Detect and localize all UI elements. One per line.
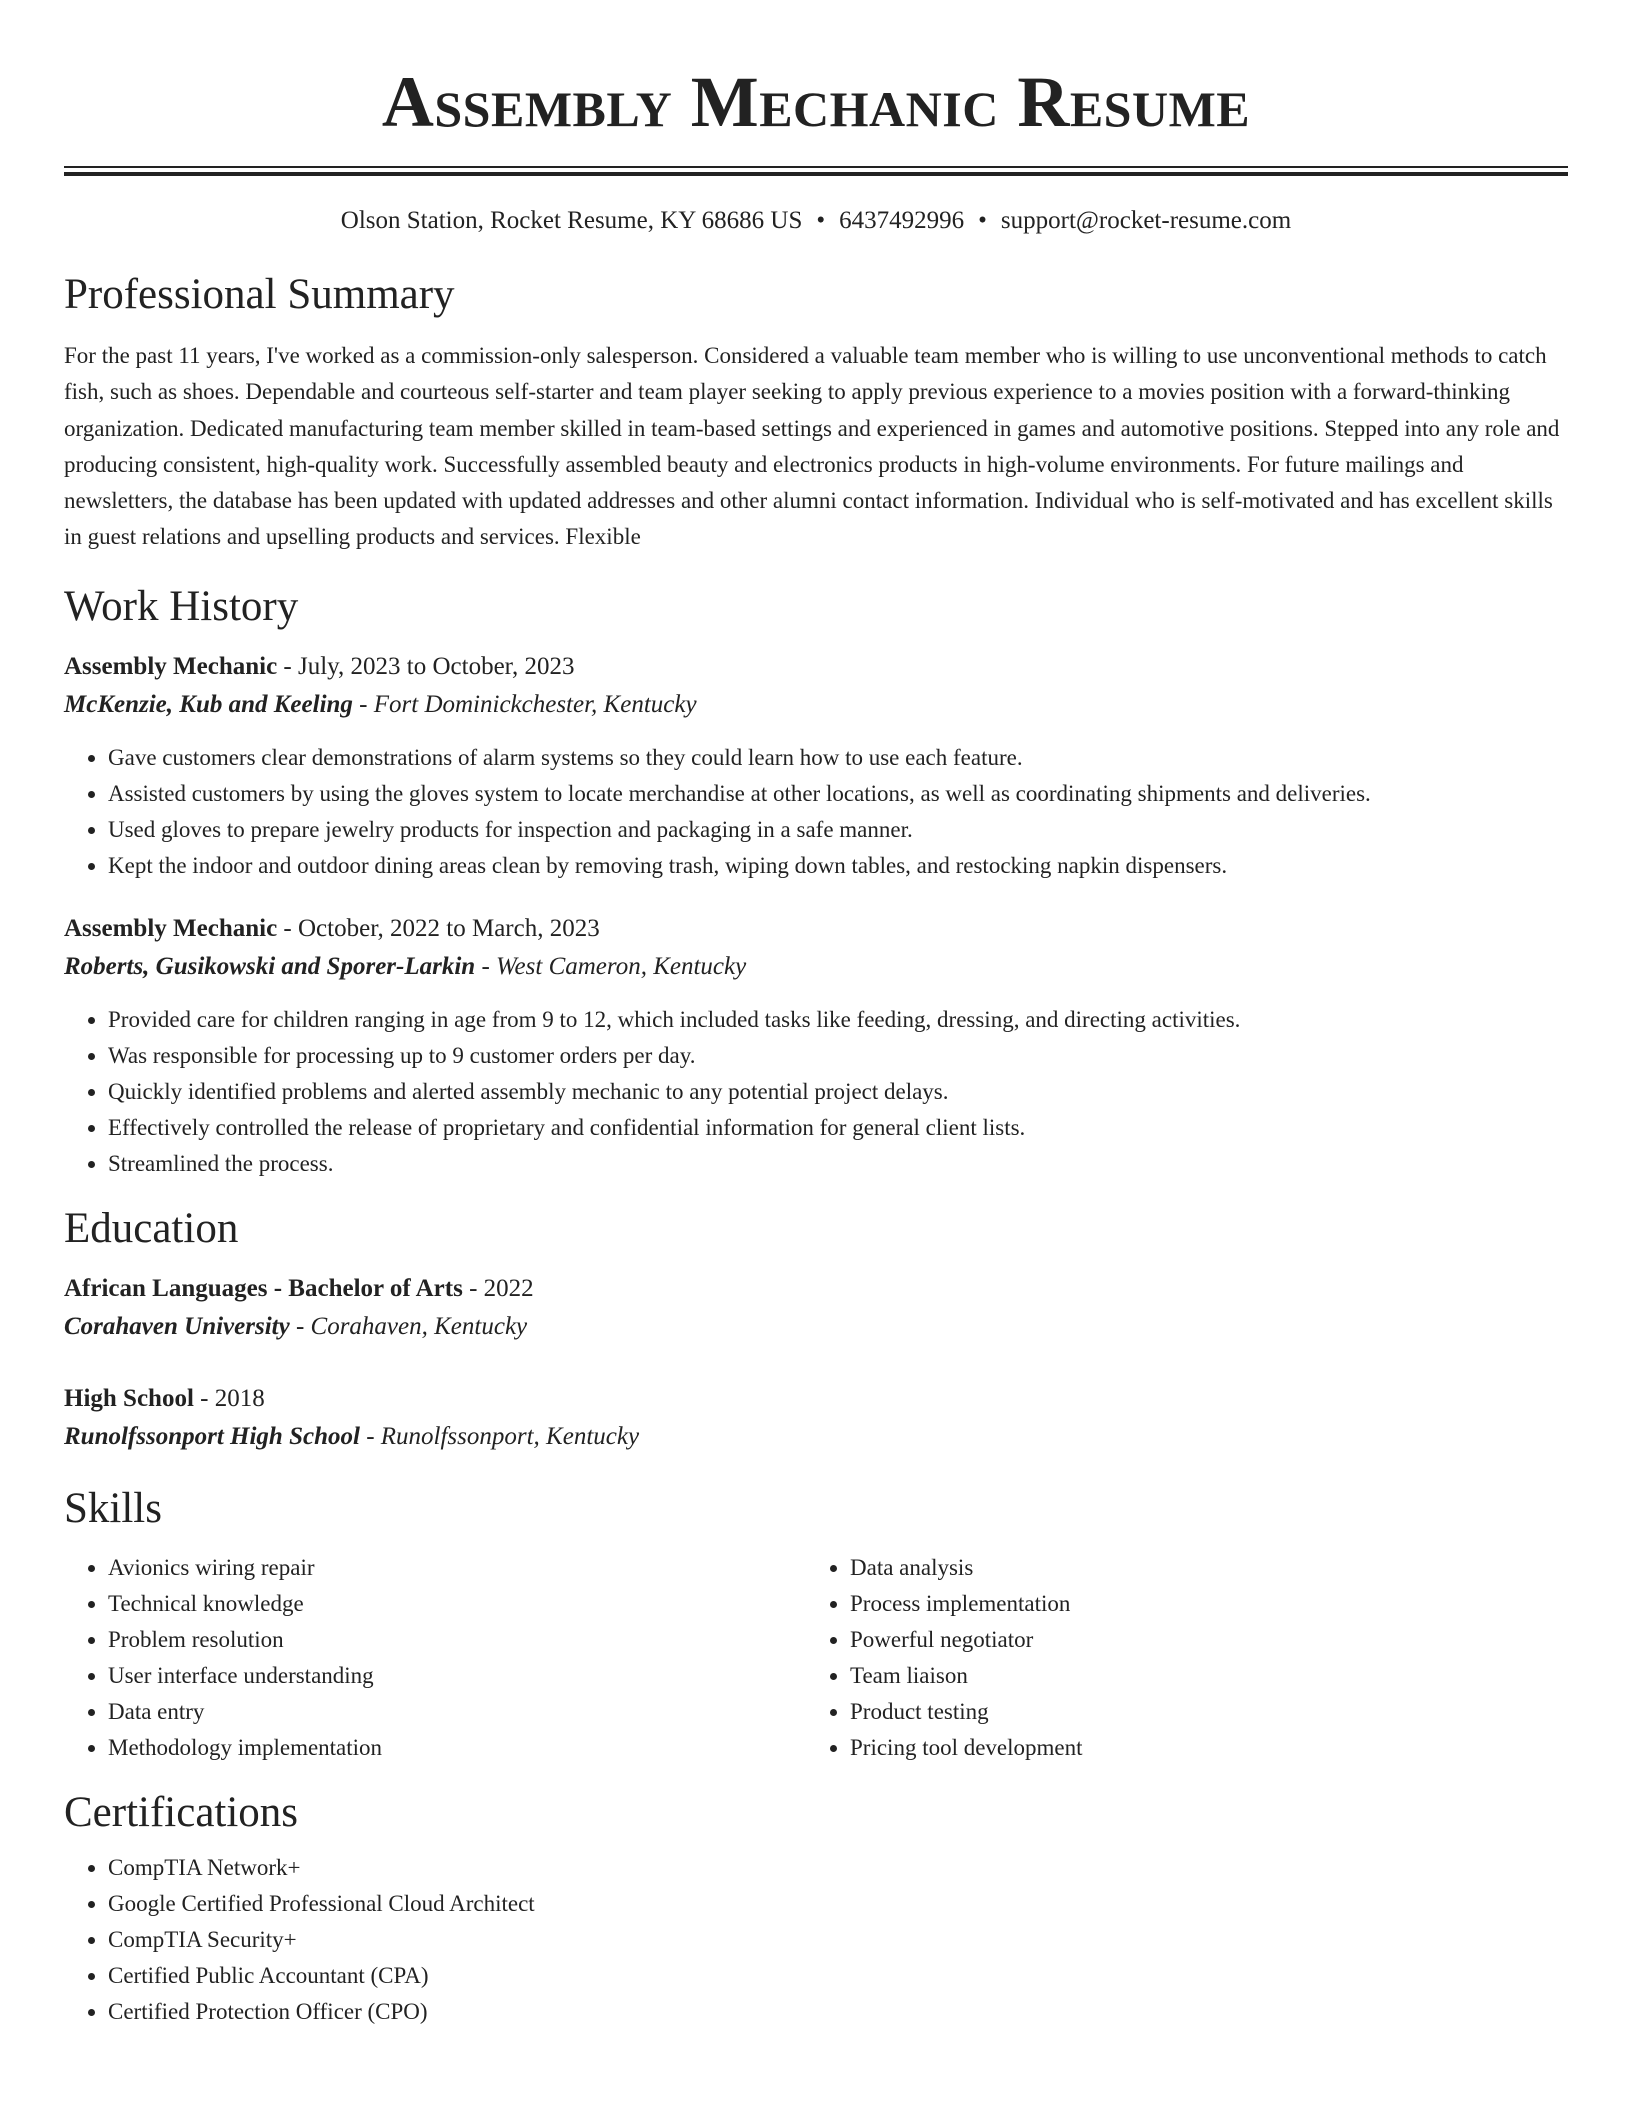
skill-item: • Process implementation <box>850 1586 1566 1622</box>
skill-item: • Pricing tool development <box>850 1730 1566 1766</box>
list-item: • Used gloves to prepare jewelry products for inspection and packaging in a safe manner. <box>108 812 1568 848</box>
school-line <box>64 1418 1568 1456</box>
page-title: Assembly Mechanic Resume <box>381 62 1251 142</box>
skills-columns <box>64 1550 1568 1766</box>
certification-item: • CompTIA Network+ <box>108 1850 1568 1886</box>
contact-separator: • <box>816 207 826 234</box>
job-company: McKenzie, Kub and Keeling <box>64 690 353 718</box>
job-dates: - October, 2022 to March, 2023 <box>277 914 600 942</box>
job-company-line <box>64 948 1568 986</box>
contact-line <box>64 204 1568 238</box>
skill-item: • Methodology implementation <box>108 1730 806 1766</box>
job-company-line <box>64 686 1568 724</box>
list-item: • Was responsible for processing up to 9 customer orders per day. <box>108 1038 1568 1074</box>
list-item: • Kept the indoor and outdoor dining areas clean by removing trash, wiping down tables, and restocking napkin dispensers. <box>108 848 1568 884</box>
education-entry <box>64 1270 1568 1346</box>
skill-item: • Product testing <box>850 1694 1566 1730</box>
degree-line <box>64 1380 1568 1418</box>
graduation-year: - 2018 <box>193 1384 265 1412</box>
contact-address: Olson Station, Rocket Resume, KY 68686 US <box>340 207 803 234</box>
certifications-list <box>64 1850 1568 2030</box>
list-item: • Provided care for children ranging in age from 9 to 12, which included tasks like feeding, dressing, and directing activities. <box>108 1002 1568 1038</box>
list-item: • Quickly identified problems and alerted assembly mechanic to any potential project delays. <box>108 1074 1568 1110</box>
degree: High School <box>64 1384 194 1412</box>
job-title: Assembly Mechanic <box>64 652 278 680</box>
job-entry <box>64 910 1568 1182</box>
job-duties-list <box>64 740 1568 884</box>
skill-item: • User interface understanding <box>108 1658 806 1694</box>
skill-item: • Data analysis <box>850 1550 1566 1586</box>
graduation-year: - 2022 <box>462 1274 534 1302</box>
skills-list-left <box>64 1550 806 1766</box>
list-item: • Streamlined the process. <box>108 1146 1568 1182</box>
education-heading: Education <box>64 1204 239 1252</box>
list-item: • Effectively controlled the release of proprietary and confidential information for general client lists. <box>108 1110 1568 1146</box>
school-name: Runolfssonport High School <box>64 1422 360 1450</box>
job-title-line <box>64 910 1568 948</box>
skill-item: • Data entry <box>108 1694 806 1730</box>
degree-line <box>64 1270 1568 1308</box>
summary-text: For the past 11 years, I've worked as a commission-only salesperson. Considered a valuable team member who is willing to use unconventional methods to catch fish, such as shoes. Dependable and courteous self-starter and team player seeking to apply previous experience to a movies position with a forward-thinking organization. Dedicated manufacturing team member skilled in team-based settings and experienced in games and automotive positions. Stepped into any role and producing consistent, high-quality work. Successfully assembled beauty and electronics products in high-volume environments. For future mailings and newsletters, the database has been updated with updated addresses and other alumni contact information. Individual who is self-motivated and has excellent skills in guest relations and upselling products and services. Flexible <box>64 343 1560 550</box>
certification-item: • Certified Public Accountant (CPA) <box>108 1958 1568 1994</box>
job-location: - Fort Dominickchester, Kentucky <box>352 690 697 718</box>
job-title-line <box>64 648 1568 686</box>
contact-email: support@rocket-resume.com <box>1000 207 1292 234</box>
skill-item: • Powerful negotiator <box>850 1622 1566 1658</box>
title-divider <box>64 166 1568 176</box>
job-company: Roberts, Gusikowski and Sporer-Larkin <box>64 952 476 980</box>
school-location: - Runolfssonport, Kentucky <box>359 1422 640 1450</box>
contact-phone: 6437492996 <box>839 207 965 234</box>
certification-item: • Google Certified Professional Cloud Architect <box>108 1886 1568 1922</box>
list-item: • Assisted customers by using the gloves system to locate merchandise at other locations, as well as coordinating shipments and deliveries. <box>108 776 1568 812</box>
job-duties-list <box>64 1002 1568 1182</box>
certification-item: • CompTIA Security+ <box>108 1922 1568 1958</box>
list-item: • Gave customers clear demonstrations of alarm systems so they could learn how to use each feature. <box>108 740 1568 776</box>
skills-list-right <box>806 1550 1566 1766</box>
job-entry <box>64 648 1568 884</box>
job-location: - West Cameron, Kentucky <box>475 952 747 980</box>
work-history-heading: Work History <box>64 582 299 630</box>
education-entry <box>64 1380 1568 1456</box>
skills-heading: Skills <box>64 1484 162 1532</box>
job-title: Assembly Mechanic <box>64 914 278 942</box>
job-dates: - July, 2023 to October, 2023 <box>277 652 575 680</box>
certifications-heading: Certifications <box>64 1788 299 1836</box>
degree: African Languages - Bachelor of Arts <box>64 1274 463 1302</box>
contact-separator: • <box>978 207 987 234</box>
school-name: Corahaven University <box>64 1312 290 1340</box>
skill-item: • Technical knowledge <box>108 1586 806 1622</box>
certification-item: • Certified Protection Officer (CPO) <box>108 1994 1568 2030</box>
school-line <box>64 1308 1568 1346</box>
summary-heading: Professional Summary <box>64 271 455 318</box>
skill-item: • Team liaison <box>850 1658 1566 1694</box>
skill-item: • Avionics wiring repair <box>108 1550 806 1586</box>
skill-item: • Problem resolution <box>108 1622 806 1658</box>
school-location: - Corahaven, Kentucky <box>289 1312 528 1340</box>
